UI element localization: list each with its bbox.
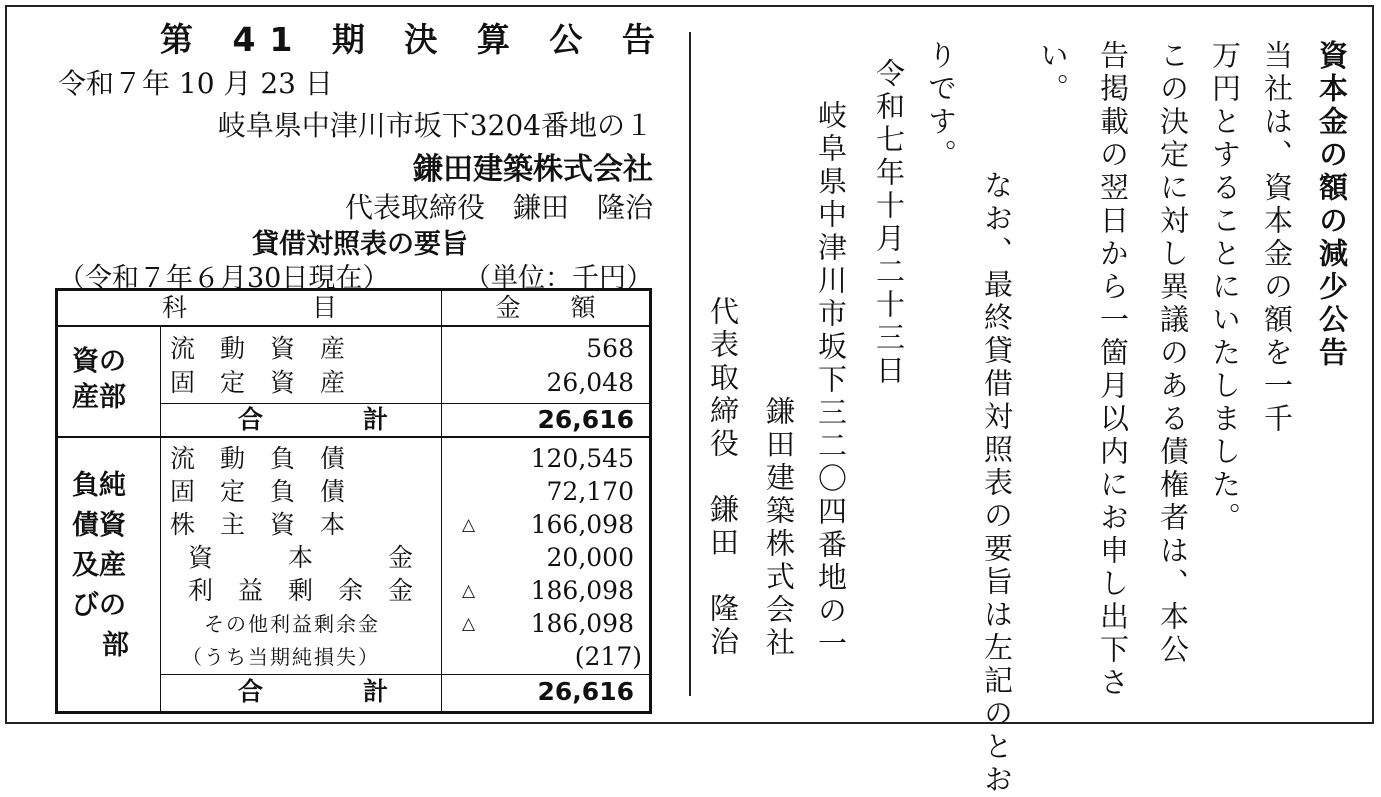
row-value: (217) (574, 642, 642, 671)
row-value: 26,048 (546, 368, 634, 397)
section-column-line (160, 325, 161, 711)
assets-section-label-1: 資の (72, 346, 126, 377)
liab-section-label-5: 部 (102, 630, 129, 661)
liab-total-label: 合 計 (237, 677, 388, 706)
row-value: 72,170 (546, 477, 634, 506)
liab-section-label-3: 及産 (72, 550, 126, 581)
row-label: 株 主 資 本 (170, 510, 346, 539)
assets-total-value: 26,616 (537, 405, 634, 434)
row-value: 186,098 (530, 576, 634, 605)
unit-label: （単位：千円） (464, 263, 653, 294)
row-value: 186,098 (530, 609, 634, 638)
negative-marker: △ (462, 581, 476, 601)
liab-section-label-2: 債資 (72, 510, 126, 541)
row-label: （うち当期純損失） (182, 645, 380, 669)
negative-marker: △ (462, 515, 476, 535)
liab-section-label-1: 負純 (72, 470, 126, 501)
header-item: 科 目 (161, 293, 337, 322)
column-divider (689, 32, 691, 696)
notice-line: この決定に対し異議のある債権者は、本公 (1156, 40, 1190, 667)
liab-total-value: 26,616 (537, 677, 634, 706)
section-line (58, 436, 649, 438)
row-value: 568 (586, 334, 634, 363)
negative-marker: △ (462, 614, 476, 634)
company-address: 岐阜県中津川市坂下3204番地の１ (217, 109, 653, 142)
company-name: 鎌田建築株式会社 (413, 152, 653, 187)
representative: 代表取締役 鎌田 隆治 (344, 191, 653, 224)
row-value: 20,000 (546, 543, 634, 572)
assets-total-label: 合 計 (237, 405, 388, 434)
row-value: 166,098 (530, 510, 634, 539)
notice-company: 鎌田建築株式会社 (762, 396, 796, 660)
notice-line: い。 (1036, 40, 1070, 106)
balance-sheet-table (55, 288, 652, 714)
notice-line: なお、最終貸借対照表の要旨は左記のとお (980, 170, 1014, 797)
announcement-title: 第 41 期 決 算 公 告 (160, 20, 669, 59)
liab-total-line (160, 674, 649, 675)
notice-representative: 代表取締役 鎌田 隆治 (706, 296, 740, 659)
notice-line: りです。 (924, 40, 958, 172)
row-label: 資 本 金 (188, 543, 414, 572)
header-amount: 金 額 (495, 293, 596, 322)
assets-section-label-2: 産部 (72, 382, 126, 413)
row-label: 利 益 剰 余 金 (188, 576, 414, 605)
table-header-line (58, 325, 649, 327)
row-label: 固 定 資 産 (170, 368, 346, 397)
balance-sheet-title: 貸借対照表の要旨 (252, 229, 468, 260)
as-of-date: （令和７年６月30日現在） (58, 263, 390, 294)
row-label: その他利益剰余金 (204, 612, 380, 636)
row-value: 120,545 (530, 444, 634, 473)
notice-title: 資本金の額の減少公告 (1315, 40, 1349, 370)
notice-line: 当社は、資本金の額を一千 (1260, 40, 1294, 436)
notice-date: 令和七年十月二十三日 (872, 58, 906, 388)
notice-line: 万円とすることにいたしました。 (1208, 40, 1242, 535)
liab-section-label-4: びの (72, 590, 126, 621)
announcement-date: 令和７年 10 月 23 日 (58, 67, 333, 100)
row-label: 流 動 資 産 (170, 334, 346, 363)
notice-address: 岐阜県中津川市坂下三二〇四番地の一 (814, 100, 848, 661)
notice-line: 告掲載の翌日から一箇月以内にお申し出下さ (1096, 40, 1130, 700)
row-label: 流 動 負 債 (170, 444, 346, 473)
row-label: 固 定 負 債 (170, 477, 346, 506)
